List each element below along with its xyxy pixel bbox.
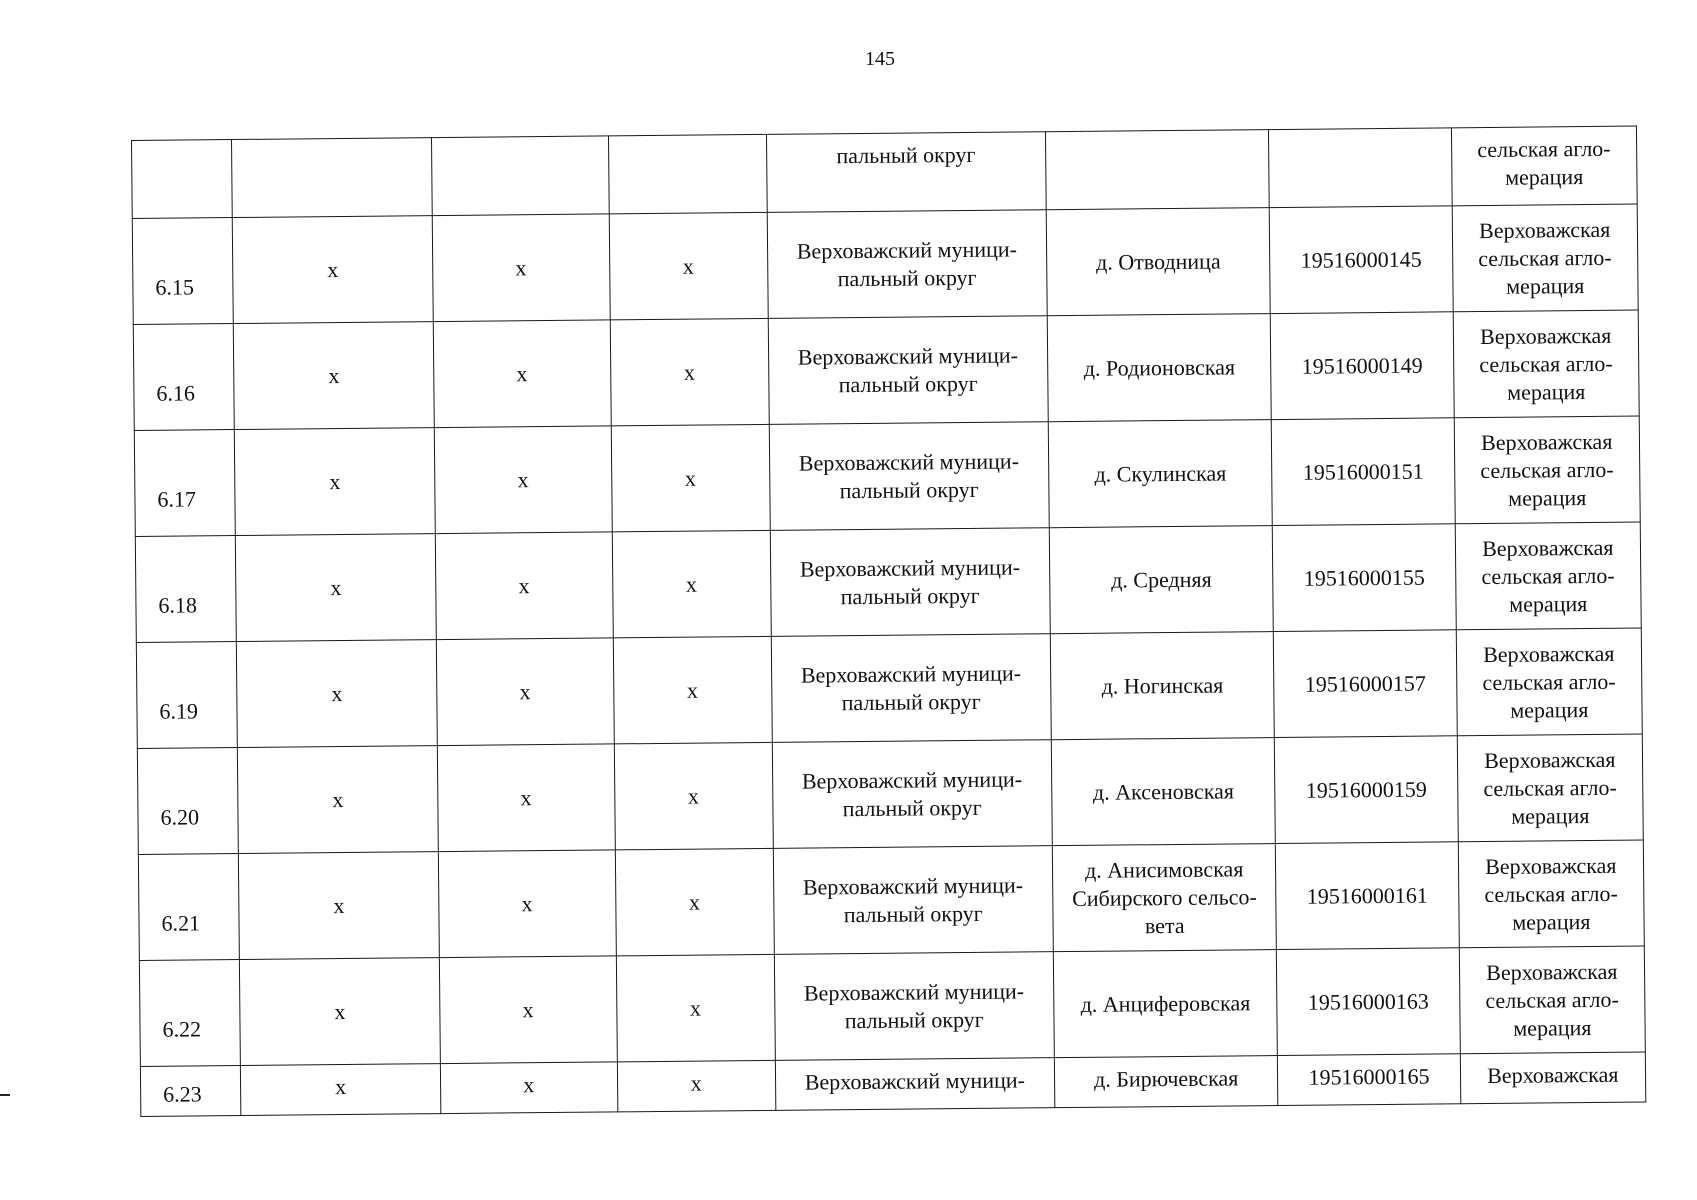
table-row [136, 628, 1642, 748]
cell-col2: х [239, 852, 440, 960]
cell-settlement: д. Анисимовская Сибирского сельсо- вета [1052, 844, 1277, 952]
cell-col2: х [233, 216, 434, 324]
cell-agglomeration: Верховажская сельская агло- мерация [1455, 522, 1641, 630]
cell-num: 6.20 [137, 748, 238, 855]
cell-code: 19516000161 [1276, 842, 1459, 950]
settlements-table [131, 126, 1646, 1117]
cell-municipality: Верховажский муници- пальный округ [768, 316, 1048, 425]
cell-code: 19516000155 [1273, 524, 1456, 632]
cell-col4: х [611, 424, 770, 532]
cell-code: 19516000163 [1277, 948, 1460, 1056]
cell-agglomeration: Верховажская сельская агло- мерация [1454, 416, 1640, 524]
cell-settlement: д. Аксеновская [1051, 738, 1276, 846]
cell-col2: х [235, 428, 436, 536]
cell-col3: х [439, 956, 617, 1064]
cell-col4 [608, 134, 767, 214]
cell-settlement: д. Родионовская [1047, 314, 1272, 422]
cell-agglomeration: Верховажская сельская агло- мерация [1457, 734, 1643, 842]
table-row [138, 840, 1644, 960]
table-row [134, 416, 1640, 536]
margin-mark [0, 1094, 10, 1096]
cell-agglomeration: Верховажская сельская агло- мерация [1453, 310, 1639, 418]
table-body [132, 126, 1646, 1116]
table-row [132, 204, 1638, 324]
cell-municipality: Верховажский муници- пальный округ [770, 528, 1050, 637]
cell-num: 6.18 [135, 536, 236, 643]
cell-code: 19516000149 [1271, 312, 1454, 420]
cell-agglomeration: Верховажская сельская агло- мерация [1456, 628, 1642, 736]
cell-agglomeration: сельская агло- мерация [1451, 126, 1637, 206]
cell-col3: х [438, 850, 616, 958]
cell-municipality: Верховажский муници- пальный округ [774, 952, 1054, 1061]
cell-col2: х [237, 640, 438, 748]
cell-settlement: д. Анциферовская [1053, 950, 1278, 1058]
cell-col2: х [234, 322, 435, 430]
cell-col4: х [617, 1060, 776, 1112]
cell-col2: х [238, 746, 439, 854]
cell-col4: х [613, 636, 772, 744]
cell-col4: х [615, 848, 774, 956]
cell-settlement: д. Отводница [1046, 208, 1271, 316]
cell-num: 6.23 [140, 1065, 241, 1116]
cell-settlement: д. Бирючевская [1054, 1056, 1278, 1108]
cell-num: 6.16 [133, 324, 234, 431]
cell-col4: х [616, 954, 775, 1062]
cell-code: 19516000145 [1270, 206, 1453, 314]
cell-agglomeration: Верховажская [1460, 1052, 1646, 1104]
cell-code: 19516000159 [1275, 736, 1458, 844]
table-row [135, 522, 1641, 642]
cell-col3: х [434, 426, 612, 534]
cell-code: 19516000157 [1274, 630, 1457, 738]
cell-col2: х [236, 534, 437, 642]
cell-col3 [431, 136, 608, 216]
cell-col4: х [609, 212, 768, 320]
cell-col4: х [610, 318, 769, 426]
cell-agglomeration: Верховажская сельская агло- мерация [1458, 840, 1644, 948]
cell-agglomeration: Верховажская сельская агло- мерация [1459, 946, 1645, 1054]
table-row [133, 310, 1639, 430]
cell-municipality: пальный округ [766, 132, 1046, 213]
cell-num: 6.21 [138, 853, 239, 960]
cell-col3: х [436, 638, 614, 746]
cell-num: 6.17 [134, 430, 235, 537]
cell-code: 19516000151 [1272, 418, 1455, 526]
table-row [137, 734, 1643, 854]
cell-num [132, 140, 233, 219]
cell-col3: х [432, 214, 610, 322]
document-table-container [131, 126, 1646, 1117]
cell-agglomeration: Верховажская сельская агло- мерация [1452, 204, 1638, 312]
table-row-continued [132, 126, 1638, 218]
cell-municipality: Верховажский муници- пальный округ [772, 740, 1052, 849]
cell-col3: х [437, 744, 615, 852]
cell-col2: х [241, 1064, 441, 1116]
cell-col4: х [612, 530, 771, 638]
cell-settlement: д. Скулинская [1048, 420, 1273, 528]
cell-col3: х [433, 320, 611, 428]
cell-municipality: Верховажский муници- [775, 1058, 1055, 1111]
cell-num: 6.19 [136, 642, 237, 749]
cell-municipality: Верховажский муници- пальный округ [771, 634, 1051, 743]
cell-col3: х [440, 1062, 617, 1114]
page-number: 145 [865, 48, 895, 70]
cell-col2: х [240, 958, 441, 1066]
table-row [139, 946, 1645, 1066]
cell-settlement [1045, 130, 1269, 210]
cell-num: 6.22 [139, 959, 240, 1066]
cell-settlement: д. Ногинская [1050, 632, 1275, 740]
cell-code: 19516000165 [1278, 1054, 1461, 1106]
cell-col3: х [435, 532, 613, 640]
cell-code [1269, 128, 1452, 208]
cell-settlement: д. Средняя [1049, 526, 1274, 634]
cell-num: 6.15 [132, 218, 233, 325]
cell-municipality: Верховажский муници- пальный округ [769, 422, 1049, 531]
cell-municipality: Верховажский муници- пальный округ [773, 846, 1053, 955]
cell-col2 [232, 138, 432, 218]
cell-col4: х [614, 742, 773, 850]
cell-municipality: Верховажский муници- пальный округ [767, 210, 1047, 319]
